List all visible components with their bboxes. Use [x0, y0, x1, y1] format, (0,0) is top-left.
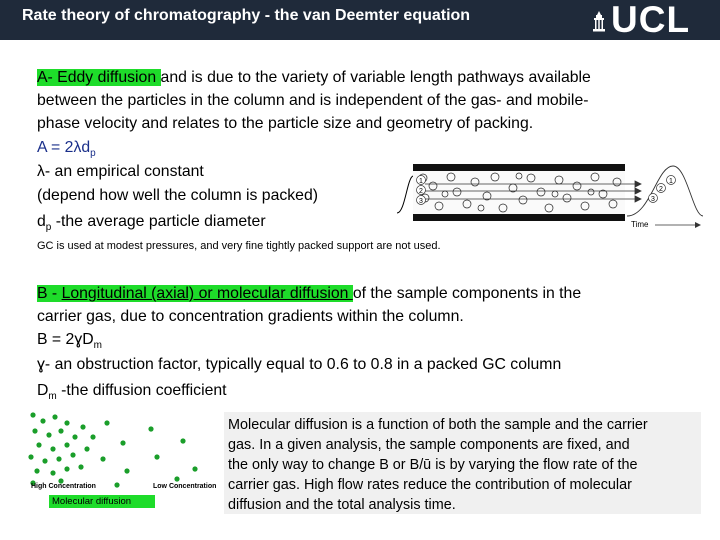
peak-label-3: 3 [651, 196, 655, 203]
low-concentration-label: Low Concentration [153, 483, 217, 490]
slide-title: Rate theory of chromatography - the van Deemter equation [22, 7, 471, 24]
dp-definition: $d_p$ -the average particle diameter [37, 213, 266, 234]
section-b-line1: B - Longitudinal (axial) or molecular diffusion of the sample components in the [37, 285, 582, 302]
section-b-line2: carrier gas, due to concentration gradients within the column. [37, 308, 464, 325]
section-a-line3: phase velocity and relates to the particle size and geometry of packing. [37, 115, 534, 132]
molecular-diffusion-explanation [224, 412, 701, 514]
explanation-line: gas. In a given analysis, the sample components are fixed, and [228, 437, 630, 453]
section-a-line1 [37, 66, 591, 89]
molecular-diffusion-caption: Molecular diffusion [49, 495, 155, 508]
ucl-crest-icon [591, 10, 607, 34]
eddy-diffusion-label: A- Eddy diffusion [37, 69, 161, 86]
explanation-line: carrier gas. High flow rates reduce the contribution of molecular [228, 477, 632, 493]
high-concentration-label: High Concentration [31, 483, 96, 490]
gamma-definition: ɣ- an obstruction factor, typically equal to 0.6 to 0.8 in a packed GC column [37, 356, 562, 373]
section-a-line1-rest: and is due to the variety of variable length pathways available [160, 69, 591, 86]
equation-b: B = 2ɣD$_m$ [37, 331, 102, 352]
dm-definition: $D_m$ -the diffusion coefficient [37, 382, 227, 403]
peak-label-1: 1 [669, 178, 673, 185]
equation-a: $A = 2\lambda d_p$ [37, 139, 96, 160]
explanation-line: the only way to change B or B/ū is by varying the flow rate of the [228, 457, 638, 473]
lambda-definition: λ- an empirical constant [37, 163, 204, 180]
packing-note: (depend how well the column is packed) [37, 187, 318, 204]
explanation-line: diffusion and the total analysis time. [228, 497, 456, 513]
gc-note: GC is used at modest pressures, and very fine tightly packed support are not used. [37, 240, 441, 252]
eddy-diffusion-figure [395, 158, 705, 238]
path-label-2: 2 [419, 188, 423, 195]
path-label-1: 1 [419, 178, 423, 185]
time-axis-label: Time [631, 220, 649, 229]
slide-header [0, 0, 720, 40]
explanation-line: Molecular diffusion is a function of both the sample and the carrier [228, 417, 648, 433]
section-a-line2: between the particles in the column and is independent of the gas- and mobile- [37, 92, 589, 109]
peak-label-2: 2 [659, 186, 663, 193]
ucl-logo: UCL [611, 0, 691, 40]
longitudinal-diffusion-label: Longitudinal (axial) or molecular diffusion [61, 285, 353, 302]
path-label-3: 3 [419, 198, 423, 205]
